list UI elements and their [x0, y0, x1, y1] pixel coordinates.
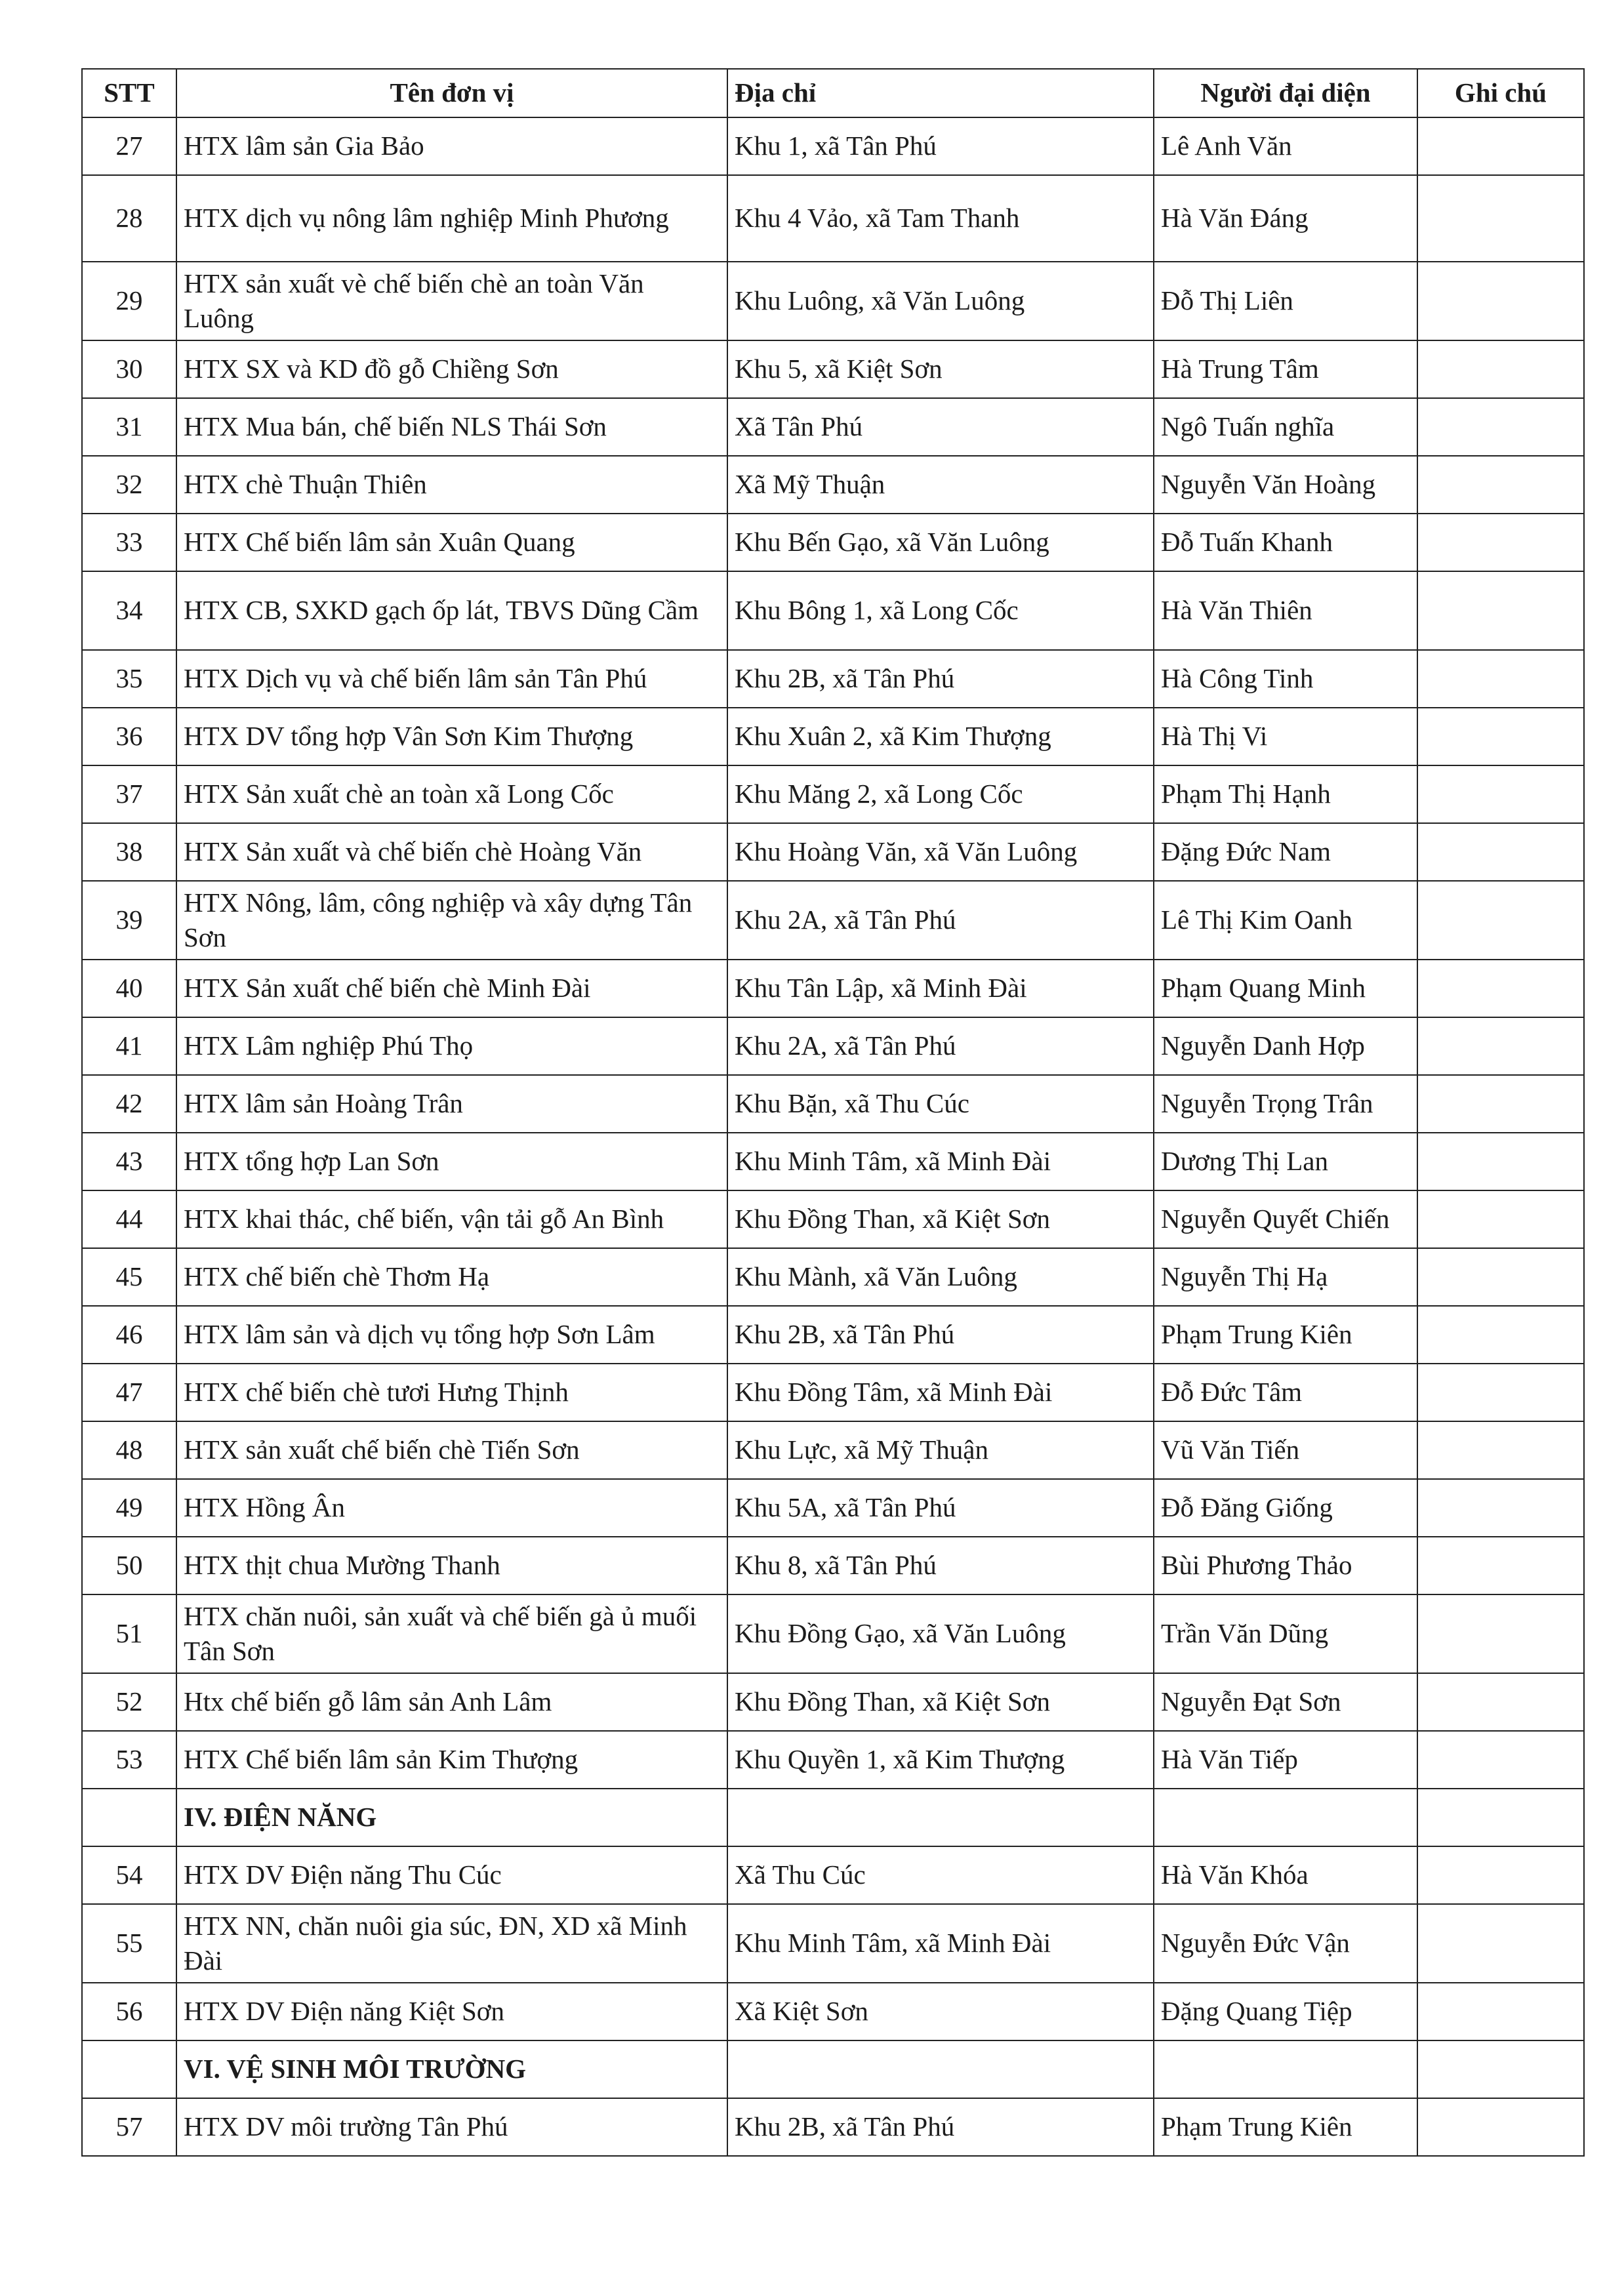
unit-name-cell: HTX dịch vụ nông lâm nghiệp Minh Phương [176, 175, 727, 262]
unit-name-cell: HTX Nông, lâm, công nghiệp và xây dựng Tân Sơn [176, 881, 727, 960]
representative-cell: Hà Thị Vi [1154, 708, 1417, 765]
stt-cell: 55 [82, 1904, 176, 1983]
unit-name-cell: HTX thịt chua Mường Thanh [176, 1537, 727, 1594]
stt-cell: 51 [82, 1594, 176, 1673]
address-cell: Khu Đồng Than, xã Kiệt Sơn [727, 1673, 1154, 1731]
address-cell: Khu Hoàng Văn, xã Văn Luông [727, 823, 1154, 881]
table-row [82, 1017, 1584, 1075]
address-cell: Khu Đồng Than, xã Kiệt Sơn [727, 1190, 1154, 1248]
stt-cell: 50 [82, 1537, 176, 1594]
address-cell: Khu Minh Tâm, xã Minh Đài [727, 1133, 1154, 1190]
representative-cell: Hà Trung Tâm [1154, 340, 1417, 398]
note-cell [1417, 881, 1584, 960]
representative-cell: Phạm Thị Hạnh [1154, 765, 1417, 823]
stt-cell: 42 [82, 1075, 176, 1133]
stt-cell: 49 [82, 1479, 176, 1537]
unit-name-cell: HTX DV Điện năng Kiệt Sơn [176, 1983, 727, 2040]
stt-cell: 44 [82, 1190, 176, 1248]
address-cell: Khu Bến Gạo, xã Văn Luông [727, 514, 1154, 571]
section-stt-cell [82, 2040, 176, 2098]
unit-name-cell: HTX Hồng Ân [176, 1479, 727, 1537]
stt-cell: 34 [82, 571, 176, 650]
address-cell: Khu Măng 2, xã Long Cốc [727, 765, 1154, 823]
representative-cell: Phạm Trung Kiên [1154, 2098, 1417, 2156]
representative-cell: Bùi Phương Thảo [1154, 1537, 1417, 1594]
table-row [82, 1364, 1584, 1421]
col-header-name: Tên đơn vị [176, 69, 727, 117]
table-row [82, 1673, 1584, 1731]
table-row [82, 262, 1584, 340]
stt-cell: 47 [82, 1364, 176, 1421]
note-cell [1417, 1673, 1584, 1731]
note-cell [1417, 1537, 1584, 1594]
unit-name-cell: HTX khai thác, chế biến, vận tải gỗ An Bình [176, 1190, 727, 1248]
table-row [82, 1983, 1584, 2040]
unit-name-cell: HTX Mua bán, chế biến NLS Thái Sơn [176, 398, 727, 456]
note-cell [1417, 1731, 1584, 1789]
address-cell: Khu 2A, xã Tân Phú [727, 1017, 1154, 1075]
unit-name-cell: HTX chế biến chè Thơm Hạ [176, 1248, 727, 1306]
table-row [82, 456, 1584, 514]
cooperatives-table [81, 68, 1585, 2157]
section-row [82, 1789, 1584, 1846]
address-cell: Xã Mỹ Thuận [727, 456, 1154, 514]
representative-cell: Nguyễn Thị Hạ [1154, 1248, 1417, 1306]
unit-name-cell: HTX sản xuất chế biến chè Tiến Sơn [176, 1421, 727, 1479]
stt-cell: 29 [82, 262, 176, 340]
note-cell [1417, 175, 1584, 262]
note-cell [1417, 456, 1584, 514]
unit-name-cell: HTX SX và KD đồ gỗ Chiềng Sơn [176, 340, 727, 398]
representative-cell: Nguyễn Danh Hợp [1154, 1017, 1417, 1075]
address-cell: Khu Đồng Gạo, xã Văn Luông [727, 1594, 1154, 1673]
address-cell: Khu 4 Vảo, xã Tam Thanh [727, 175, 1154, 262]
table-row [82, 571, 1584, 650]
stt-cell: 57 [82, 2098, 176, 2156]
note-cell [1417, 571, 1584, 650]
table-row [82, 823, 1584, 881]
col-header-address: Địa chỉ [727, 69, 1154, 117]
representative-cell: Nguyễn Quyết Chiến [1154, 1190, 1417, 1248]
stt-cell: 27 [82, 117, 176, 175]
table-row [82, 1306, 1584, 1364]
table-row [82, 1904, 1584, 1983]
stt-cell: 39 [82, 881, 176, 960]
representative-cell: Đặng Quang Tiệp [1154, 1983, 1417, 2040]
representative-cell: Hà Văn Đáng [1154, 175, 1417, 262]
note-cell [1417, 2098, 1584, 2156]
stt-cell: 46 [82, 1306, 176, 1364]
col-header-note: Ghi chú [1417, 69, 1584, 117]
address-cell: Khu Đồng Tâm, xã Minh Đài [727, 1364, 1154, 1421]
representative-cell: Nguyễn Văn Hoàng [1154, 456, 1417, 514]
table-row [82, 514, 1584, 571]
section-empty-cell [1154, 1789, 1417, 1846]
section-title: VI. VỆ SINH MÔI TRƯỜNG [176, 2040, 727, 2098]
note-cell [1417, 1017, 1584, 1075]
unit-name-cell: HTX Chế biến lâm sản Kim Thượng [176, 1731, 727, 1789]
section-row [82, 2040, 1584, 2098]
note-cell [1417, 1983, 1584, 2040]
unit-name-cell: HTX tổng hợp Lan Sơn [176, 1133, 727, 1190]
address-cell: Xã Tân Phú [727, 398, 1154, 456]
note-cell [1417, 1594, 1584, 1673]
stt-cell: 35 [82, 650, 176, 708]
unit-name-cell: HTX Sản xuất chè an toàn xã Long Cốc [176, 765, 727, 823]
note-cell [1417, 514, 1584, 571]
table-row [82, 1846, 1584, 1904]
section-empty-cell [727, 2040, 1154, 2098]
note-cell [1417, 262, 1584, 340]
representative-cell: Trần Văn Dũng [1154, 1594, 1417, 1673]
address-cell: Khu Bông 1, xã Long Cốc [727, 571, 1154, 650]
representative-cell: Lê Anh Văn [1154, 117, 1417, 175]
section-empty-cell [1154, 2040, 1417, 2098]
note-cell [1417, 1479, 1584, 1537]
representative-cell: Đỗ Đăng Giống [1154, 1479, 1417, 1537]
table-row [82, 1075, 1584, 1133]
representative-cell: Dương Thị Lan [1154, 1133, 1417, 1190]
representative-cell: Hà Văn Khóa [1154, 1846, 1417, 1904]
unit-name-cell: HTX Sản xuất chế biến chè Minh Đài [176, 960, 727, 1017]
stt-cell: 30 [82, 340, 176, 398]
note-cell [1417, 340, 1584, 398]
note-cell [1417, 650, 1584, 708]
stt-cell: 45 [82, 1248, 176, 1306]
stt-cell: 52 [82, 1673, 176, 1731]
table-body [82, 117, 1584, 2156]
stt-cell: 53 [82, 1731, 176, 1789]
table-row [82, 1133, 1584, 1190]
unit-name-cell: HTX Lâm nghiệp Phú Thọ [176, 1017, 727, 1075]
address-cell: Khu 2B, xã Tân Phú [727, 650, 1154, 708]
section-stt-cell [82, 1789, 176, 1846]
note-cell [1417, 708, 1584, 765]
table-row [82, 1731, 1584, 1789]
representative-cell: Đỗ Đức Tâm [1154, 1364, 1417, 1421]
unit-name-cell: HTX lâm sản và dịch vụ tổng hợp Sơn Lâm [176, 1306, 727, 1364]
table-row [82, 398, 1584, 456]
table-row [82, 650, 1584, 708]
unit-name-cell: HTX Sản xuất và chế biến chè Hoàng Văn [176, 823, 727, 881]
stt-cell: 54 [82, 1846, 176, 1904]
table-row [82, 1248, 1584, 1306]
table-row [82, 1421, 1584, 1479]
address-cell: Khu Quyền 1, xã Kim Thượng [727, 1731, 1154, 1789]
unit-name-cell: HTX lâm sản Gia Bảo [176, 117, 727, 175]
table-row [82, 765, 1584, 823]
address-cell: Xã Thu Cúc [727, 1846, 1154, 1904]
note-cell [1417, 1075, 1584, 1133]
representative-cell: Đỗ Thị Liên [1154, 262, 1417, 340]
representative-cell: Nguyễn Trọng Trân [1154, 1075, 1417, 1133]
stt-cell: 48 [82, 1421, 176, 1479]
representative-cell: Phạm Quang Minh [1154, 960, 1417, 1017]
note-cell [1417, 1248, 1584, 1306]
representative-cell: Lê Thị Kim Oanh [1154, 881, 1417, 960]
stt-cell: 31 [82, 398, 176, 456]
col-header-representative: Người đại diện [1154, 69, 1417, 117]
table-row [82, 1479, 1584, 1537]
representative-cell: Ngô Tuấn nghĩa [1154, 398, 1417, 456]
representative-cell: Đặng Đức Nam [1154, 823, 1417, 881]
address-cell: Khu Tân Lập, xã Minh Đài [727, 960, 1154, 1017]
note-cell [1417, 117, 1584, 175]
table-row [82, 1594, 1584, 1673]
stt-cell: 43 [82, 1133, 176, 1190]
note-cell [1417, 1364, 1584, 1421]
table-row [82, 175, 1584, 262]
address-cell: Khu 2A, xã Tân Phú [727, 881, 1154, 960]
representative-cell: Đỗ Tuấn Khanh [1154, 514, 1417, 571]
section-empty-cell [727, 1789, 1154, 1846]
stt-cell: 33 [82, 514, 176, 571]
stt-cell: 32 [82, 456, 176, 514]
stt-cell: 38 [82, 823, 176, 881]
section-title: IV. ĐIỆN NĂNG [176, 1789, 727, 1846]
stt-cell: 28 [82, 175, 176, 262]
address-cell: Khu Xuân 2, xã Kim Thượng [727, 708, 1154, 765]
table-row [82, 1537, 1584, 1594]
unit-name-cell: HTX DV tổng hợp Vân Sơn Kim Thượng [176, 708, 727, 765]
address-cell: Khu Luông, xã Văn Luông [727, 262, 1154, 340]
unit-name-cell: HTX lâm sản Hoàng Trân [176, 1075, 727, 1133]
section-empty-cell [1417, 2040, 1584, 2098]
stt-cell: 56 [82, 1983, 176, 2040]
address-cell: Xã Kiệt Sơn [727, 1983, 1154, 2040]
stt-cell: 37 [82, 765, 176, 823]
note-cell [1417, 1904, 1584, 1983]
unit-name-cell: HTX NN, chăn nuôi gia súc, ĐN, XD xã Minh Đài [176, 1904, 727, 1983]
unit-name-cell: HTX Dịch vụ và chế biến lâm sản Tân Phú [176, 650, 727, 708]
unit-name-cell: HTX DV Điện năng Thu Cúc [176, 1846, 727, 1904]
unit-name-cell: HTX DV môi trường Tân Phú [176, 2098, 727, 2156]
col-header-stt: STT [82, 69, 176, 117]
representative-cell: Nguyễn Đạt Sơn [1154, 1673, 1417, 1731]
unit-name-cell: HTX chế biến chè tươi Hưng Thịnh [176, 1364, 727, 1421]
unit-name-cell: Htx chế biến gỗ lâm sản Anh Lâm [176, 1673, 727, 1731]
address-cell: Khu 1, xã Tân Phú [727, 117, 1154, 175]
table-row [82, 960, 1584, 1017]
unit-name-cell: HTX chè Thuận Thiên [176, 456, 727, 514]
section-empty-cell [1417, 1789, 1584, 1846]
stt-cell: 41 [82, 1017, 176, 1075]
representative-cell: Vũ Văn Tiến [1154, 1421, 1417, 1479]
address-cell: Khu Mành, xã Văn Luông [727, 1248, 1154, 1306]
address-cell: Khu 2B, xã Tân Phú [727, 1306, 1154, 1364]
representative-cell: Phạm Trung Kiên [1154, 1306, 1417, 1364]
representative-cell: Hà Công Tinh [1154, 650, 1417, 708]
table-row [82, 340, 1584, 398]
unit-name-cell: HTX chăn nuôi, sản xuất và chế biến gà ủ muối Tân Sơn [176, 1594, 727, 1673]
address-cell: Khu 2B, xã Tân Phú [727, 2098, 1154, 2156]
table-row [82, 708, 1584, 765]
address-cell: Khu 5A, xã Tân Phú [727, 1479, 1154, 1537]
unit-name-cell: HTX CB, SXKD gạch ốp lát, TBVS Dũng Cầm [176, 571, 727, 650]
note-cell [1417, 1133, 1584, 1190]
table-header-row [82, 69, 1584, 117]
table-row [82, 2098, 1584, 2156]
address-cell: Khu 8, xã Tân Phú [727, 1537, 1154, 1594]
table-row [82, 1190, 1584, 1248]
address-cell: Khu Lực, xã Mỹ Thuận [727, 1421, 1154, 1479]
table-row [82, 117, 1584, 175]
note-cell [1417, 765, 1584, 823]
representative-cell: Hà Văn Tiếp [1154, 1731, 1417, 1789]
note-cell [1417, 1421, 1584, 1479]
stt-cell: 36 [82, 708, 176, 765]
representative-cell: Hà Văn Thiên [1154, 571, 1417, 650]
note-cell [1417, 823, 1584, 881]
representative-cell: Nguyễn Đức Vận [1154, 1904, 1417, 1983]
note-cell [1417, 960, 1584, 1017]
note-cell [1417, 1306, 1584, 1364]
note-cell [1417, 398, 1584, 456]
address-cell: Khu Bặn, xã Thu Cúc [727, 1075, 1154, 1133]
address-cell: Khu 5, xã Kiệt Sơn [727, 340, 1154, 398]
unit-name-cell: HTX Chế biến lâm sản Xuân Quang [176, 514, 727, 571]
note-cell [1417, 1190, 1584, 1248]
stt-cell: 40 [82, 960, 176, 1017]
address-cell: Khu Minh Tâm, xã Minh Đài [727, 1904, 1154, 1983]
unit-name-cell: HTX sản xuất vè chế biến chè an toàn Văn Luông [176, 262, 727, 340]
note-cell [1417, 1846, 1584, 1904]
table-row [82, 881, 1584, 960]
